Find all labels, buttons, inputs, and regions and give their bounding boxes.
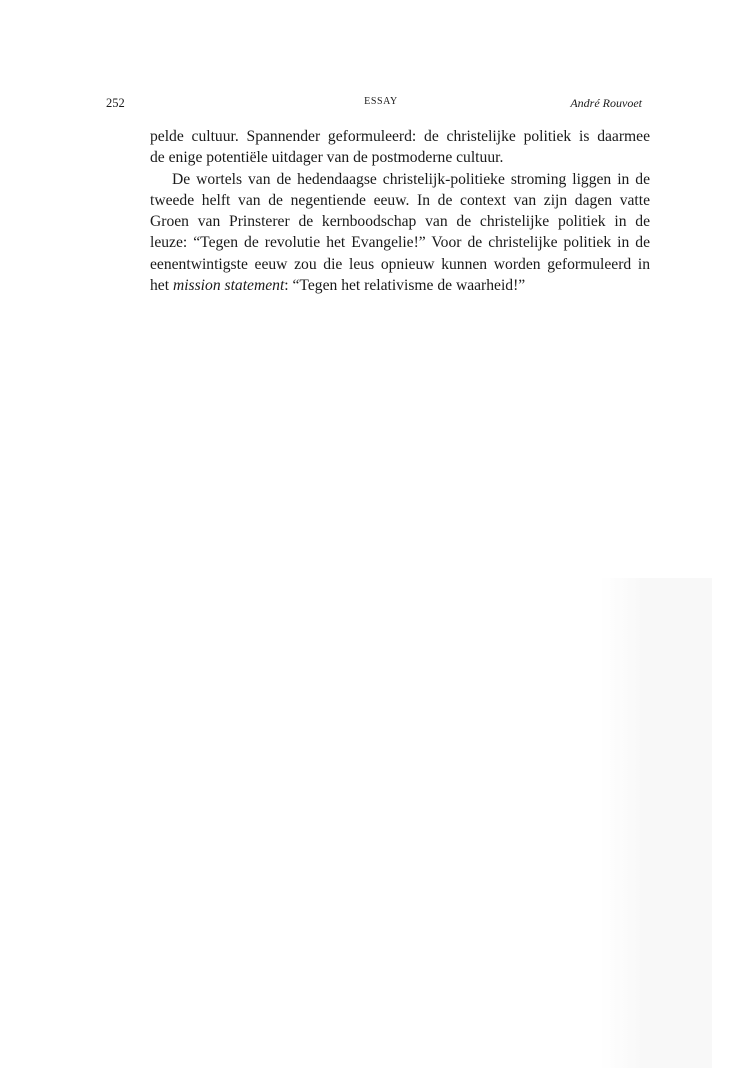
text-line-last <box>150 275 650 296</box>
page-number: 252 <box>106 96 125 110</box>
text-line: leuze: “Tegen de revolutie het Evangelie!” Voor de christelijke politiek in de <box>150 234 650 252</box>
author-name: André Rouvoet <box>570 96 642 110</box>
text-line: de enige potentiële uitdager van de postmoderne cultuur. <box>150 149 504 167</box>
text-line: tweede helft van de negentiende eeuw. In de context van zijn dagen vatte <box>150 191 650 209</box>
text-fragment: : “Tegen het relativisme de waarheid!” <box>284 277 526 295</box>
body-text <box>150 126 650 296</box>
text-line: pelde cultuur. Spannender geformuleerd: de christelijke politiek is daarmee <box>150 128 650 145</box>
text-line: eenentwintigste eeuw zou die leus opnieuw kunnen worden geformuleerd in <box>150 255 650 273</box>
section-title: ESSAY <box>364 96 398 107</box>
text-line: Groen van Prinsterer de kernboodschap van de christelijke politiek in de <box>150 213 650 231</box>
emphasized-phrase: mission statement <box>172 277 285 295</box>
paragraph-first-line: De wortels van de hedendaagse christelijk-politieke stroming liggen in de <box>172 170 650 188</box>
running-head <box>106 96 642 112</box>
scan-shading <box>600 578 712 1068</box>
text-fragment: het <box>150 277 173 295</box>
